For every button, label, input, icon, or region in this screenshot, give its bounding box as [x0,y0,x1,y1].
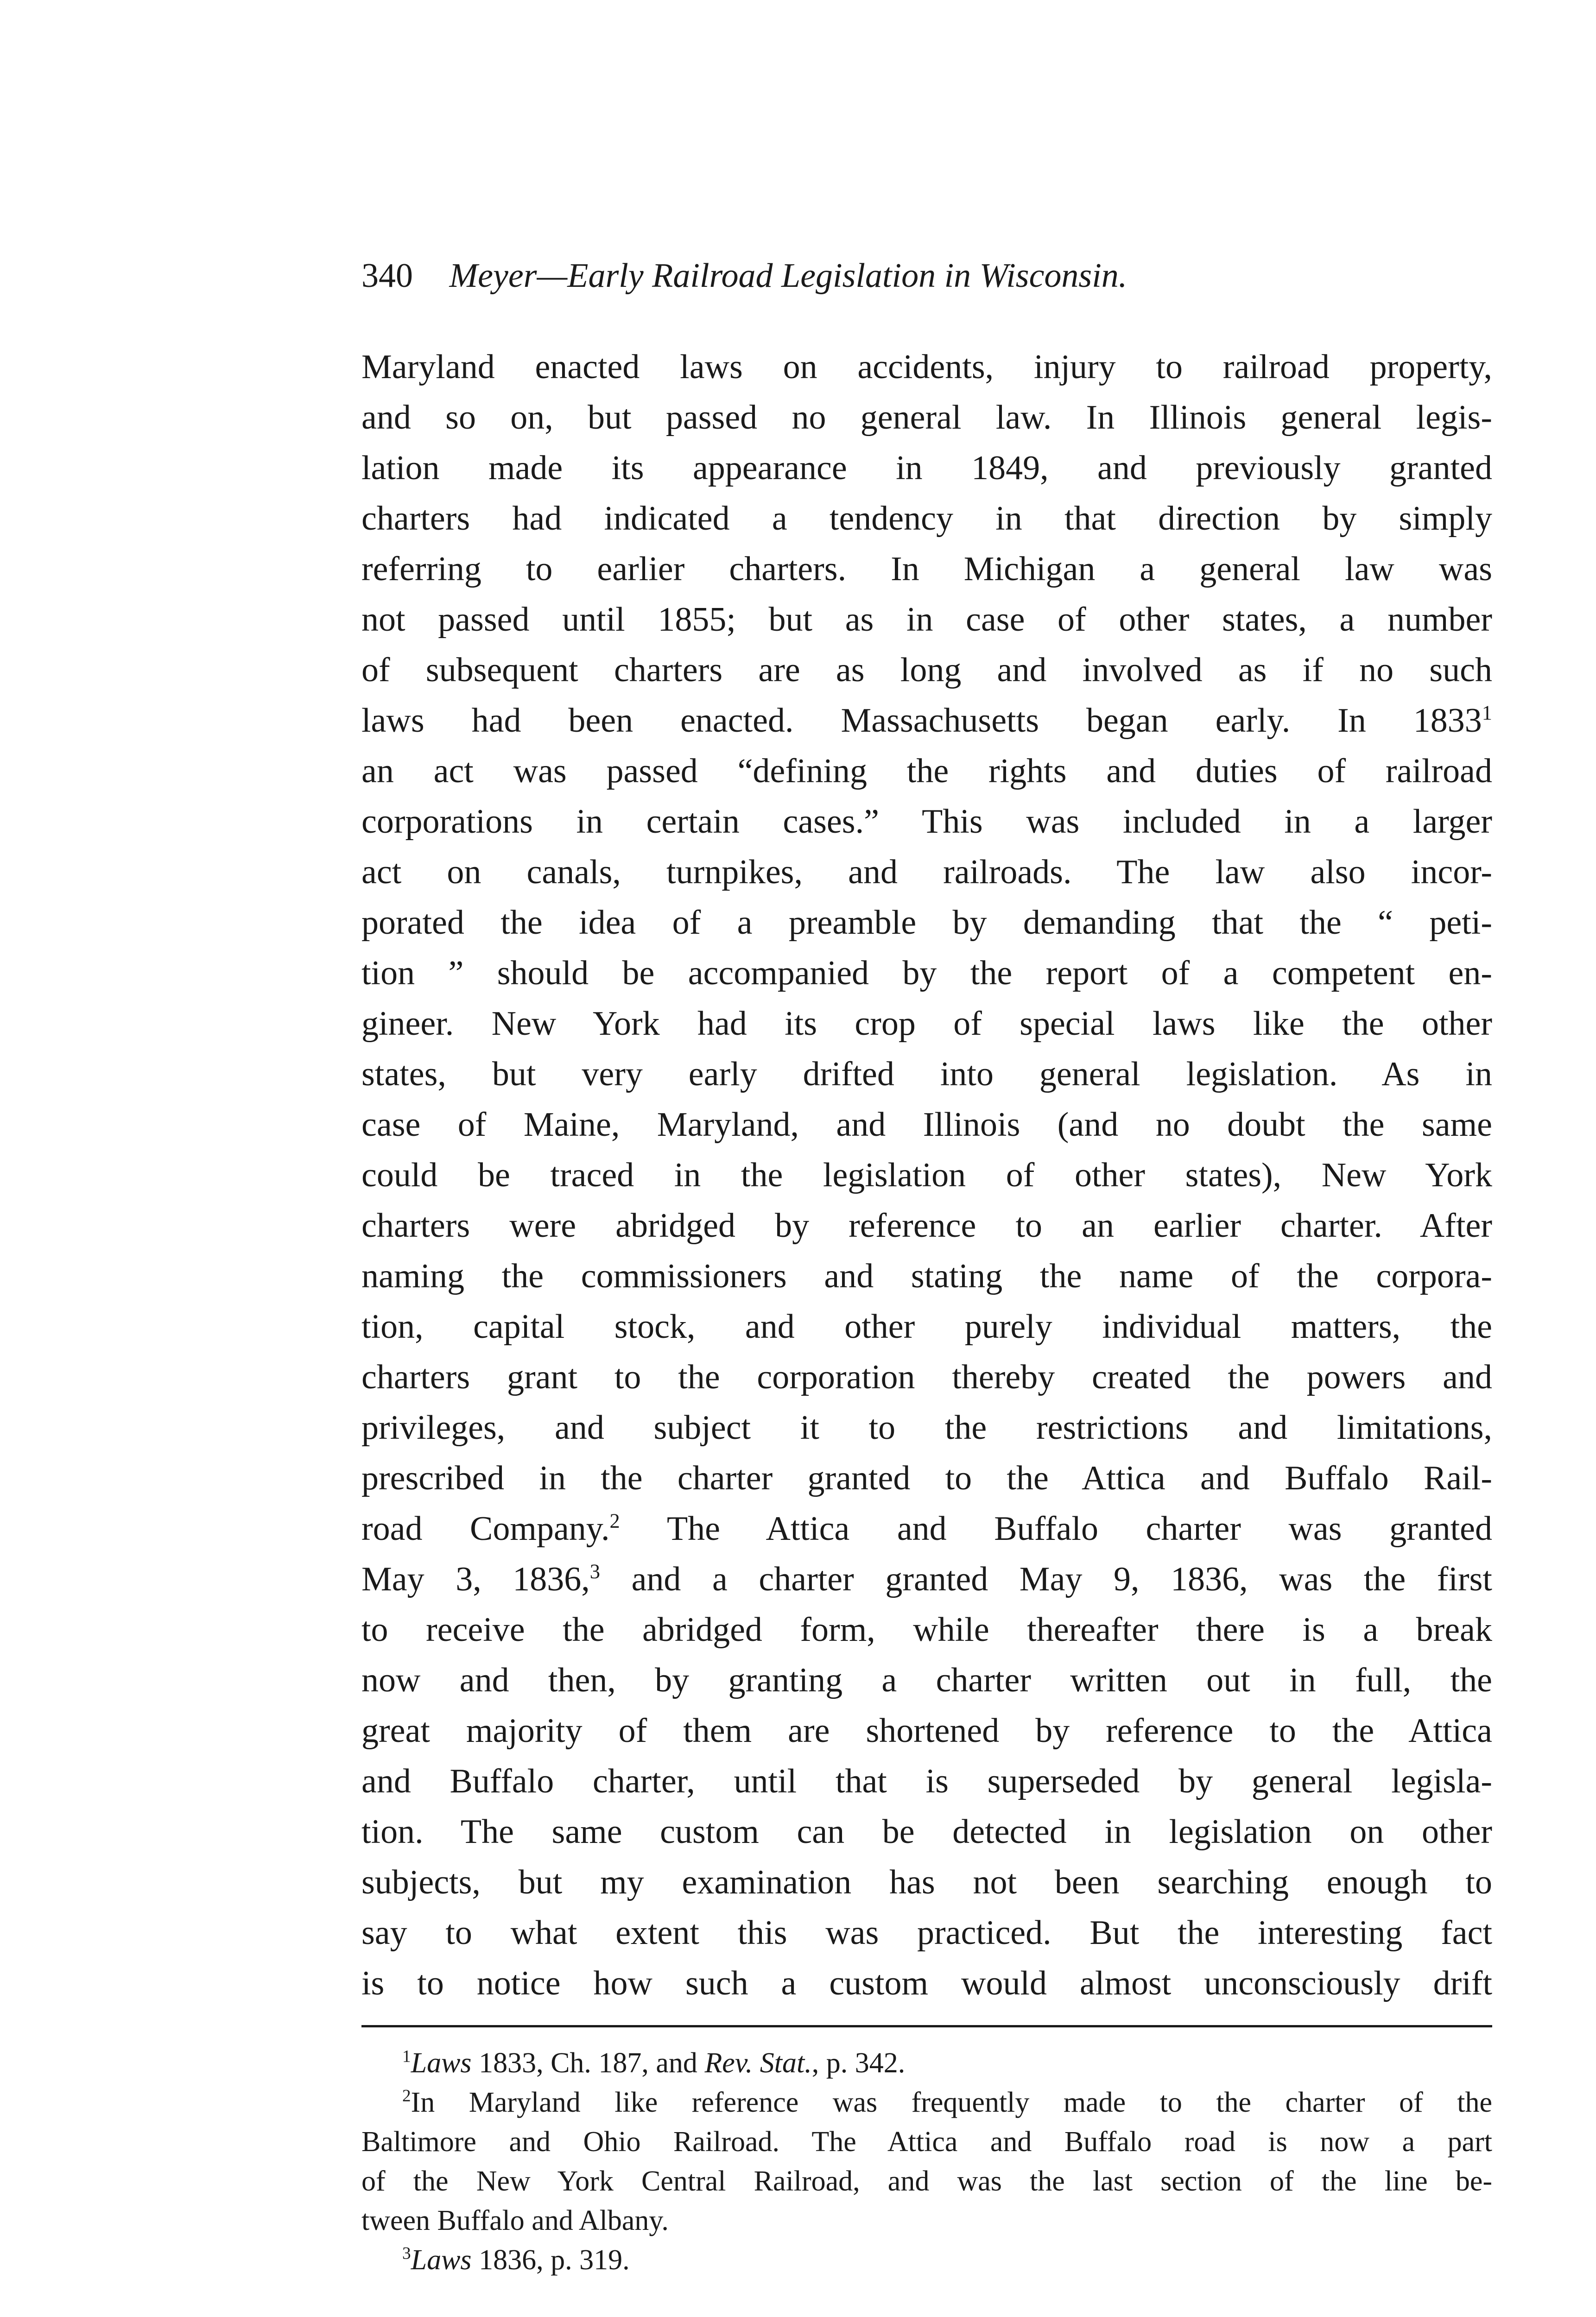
running-title: Meyer—Early Railroad Legislation in Wisconsin. [449,257,1127,295]
footnotes [361,2044,1492,2280]
footnote-citation: Rev. Stat. [704,2047,812,2079]
text-line: Maryland enacted laws on accidents, injury to railroad property, [361,348,1492,386]
running-header [361,250,1492,301]
text-line: gineer. New York had its crop of special laws like the other [361,1005,1492,1043]
text-line: corporations in certain cases.” This was included in a larger [361,803,1492,841]
text-fragment: road Company. [361,1510,610,1548]
text-line: tion. The same custom can be detected in legislation on other [361,1813,1492,1851]
text-line: charters were abridged by reference to an earlier charter. After [361,1207,1492,1245]
footnote-ref-3: 3 [589,1559,600,1583]
text-line: lation made its appearance in 1849, and previously granted [361,449,1492,487]
text-line: great majority of them are shortened by reference to the Attica [361,1712,1492,1750]
footnote-1 [361,2044,1492,2083]
footnote-divider [361,2025,1492,2027]
page-number: 340 [361,257,413,295]
main-text [361,342,1492,2009]
text-line: not passed until 1855; but as in case of other states, a number [361,601,1492,639]
footnote-2-line: Baltimore and Ohio Railroad. The Attica and Buffalo road is now a part [361,2126,1492,2158]
text-line [361,1504,1492,1554]
footnote-3 [361,2241,1492,2280]
text-line: and Buffalo charter, until that is superseded by general legisla- [361,1762,1492,1800]
text-line: is to notice how such a custom would almost unconsciously drift [361,1964,1492,2002]
footnote-marker: 2 [402,2086,411,2106]
text-line [361,1554,1492,1605]
footnote-citation: Laws [411,2244,472,2276]
text-line: tion, capital stock, and other purely individual matters, the [361,1308,1492,1346]
footnote-2-line: tween Buffalo and Albany. [361,2205,669,2236]
text-line: porated the idea of a preamble by demanding that the “ peti- [361,904,1492,942]
text-line: say to what extent this was practiced. But the interesting fact [361,1914,1492,1952]
text-line: case of Maine, Maryland, and Illinois (and no doubt the same [361,1106,1492,1144]
footnote-text: 1833, Ch. 187, and [471,2047,705,2079]
text-line: privileges, and subject it to the restrictions and limitations, [361,1409,1492,1447]
text-line: and so on, but passed no general law. In Illinois general legis- [361,399,1492,437]
text-line: now and then, by granting a charter written out in full, the [361,1661,1492,1699]
text-fragment: The Attica and Buffalo charter was granted [620,1510,1492,1548]
text-line [361,696,1492,746]
text-line: prescribed in the charter granted to the Attica and Buffalo Rail- [361,1459,1492,1497]
text-line: of subsequent charters are as long and involved as if no such [361,651,1492,689]
text-line: naming the commissioners and stating the name of the corpora- [361,1257,1492,1295]
footnote-2-line: of the New York Central Railroad, and was the last section of the line be- [361,2165,1492,2197]
footnote-ref-2: 2 [609,1509,620,1532]
footnote-2 [361,2083,1492,2122]
text-line: states, but very early drifted into general legislation. As in [361,1055,1492,1093]
text-line: act on canals, turnpikes, and railroads. The law also incor- [361,853,1492,891]
text-line: charters had indicated a tendency in that direction by simply [361,500,1492,538]
footnote-marker: 3 [402,2244,411,2263]
text-fragment: and a charter granted May 9, 1836, was the first [600,1560,1492,1598]
footnote-ref-1: 1 [1482,701,1492,724]
footnote-marker: 1 [402,2047,411,2066]
footnote-text: 1836, p. 319. [471,2244,630,2276]
footnote-text: In Maryland like reference was frequently made to the charter of the [411,2087,1492,2118]
footnote-text: , p. 342. [811,2047,906,2079]
text-fragment: laws had been enacted. Massachusetts began early. In 1833 [361,702,1482,740]
footnote-citation: Laws [411,2047,472,2079]
text-line: charters grant to the corporation thereby created the powers and [361,1358,1492,1396]
text-fragment: May 3, 1836, [361,1560,590,1598]
text-line: an act was passed “defining the rights and duties of railroad [361,752,1492,790]
text-line: tion ” should be accompanied by the report of a competent en- [361,954,1492,992]
text-line: subjects, but my examination has not been searching enough to [361,1863,1492,1901]
text-line: could be traced in the legislation of other states), New York [361,1156,1492,1194]
text-line: referring to earlier charters. In Michigan a general law was [361,550,1492,588]
text-line: to receive the abridged form, while thereafter there is a break [361,1611,1492,1649]
